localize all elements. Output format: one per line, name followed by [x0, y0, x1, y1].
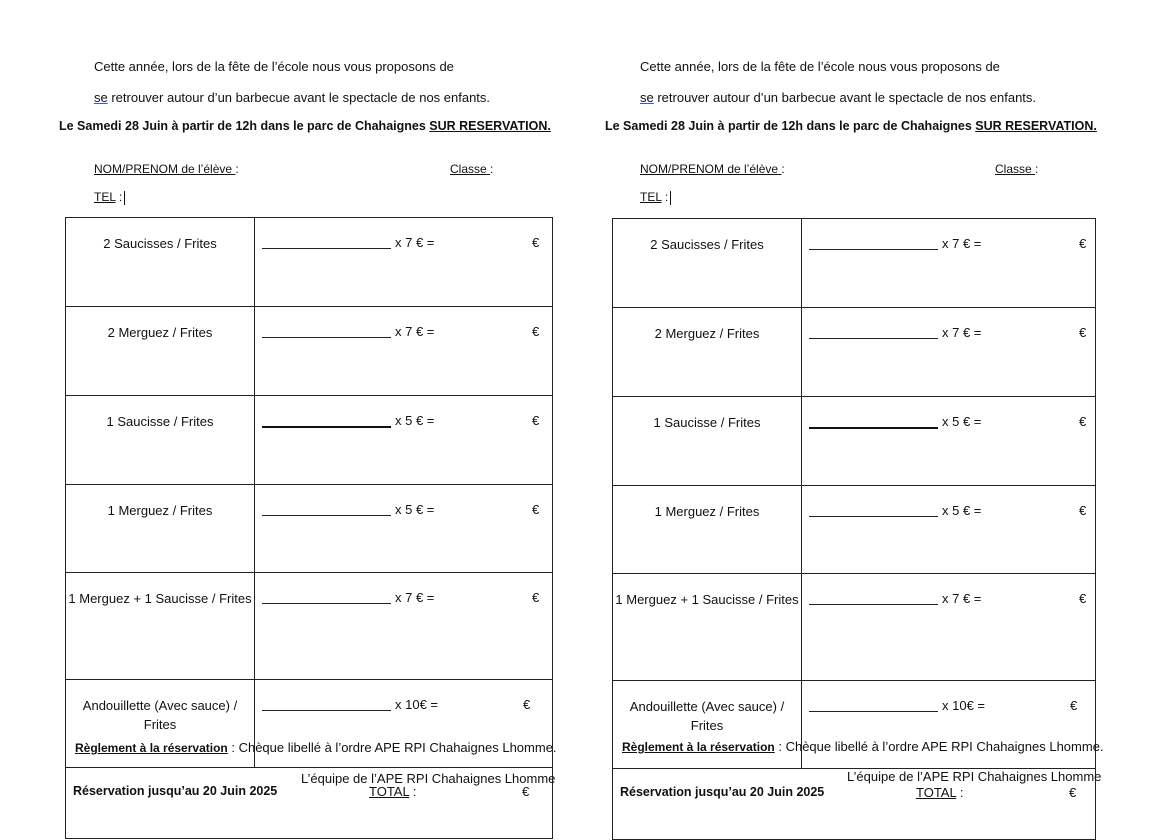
- reservation-required: SUR RESERVATION.: [975, 119, 1097, 133]
- class-colon: :: [1035, 162, 1039, 176]
- intro-line-2-rest: retrouver autour d’un barbecue avant le spectacle de nos enfants.: [107, 90, 491, 105]
- total-label: [369, 784, 416, 799]
- coupon-left: [0, 0, 560, 827]
- price-multiplier: x 7 € =: [942, 591, 982, 606]
- quantity-line[interactable]: [262, 337, 391, 338]
- quantity-cell[interactable]: [255, 573, 553, 680]
- quantity-cell[interactable]: [802, 308, 1096, 397]
- quantity-line[interactable]: [809, 604, 938, 605]
- euro-sign: €: [1079, 414, 1087, 429]
- total-colon: :: [409, 784, 417, 799]
- price-multiplier: x 5 € =: [942, 414, 982, 429]
- table-row: [613, 219, 1096, 308]
- intro-line-1: Cette année, lors de la fête de l’école nous vous proposons de: [94, 59, 454, 74]
- intro-line-1: Cette année, lors de la fête de l’école nous vous proposons de: [640, 59, 1000, 74]
- table-row: [613, 681, 1096, 769]
- student-name-field[interactable]: [94, 162, 239, 176]
- payment-terms-text: Chèque libellé à l’ordre APE RPI Chahaignes Lhomme.: [781, 739, 1104, 754]
- payment-terms: [622, 739, 1104, 754]
- quantity-line[interactable]: [809, 427, 938, 429]
- reservation-required: SUR RESERVATION.: [429, 119, 551, 133]
- quantity-line[interactable]: [809, 249, 938, 250]
- menu-item: 1 Merguez + 1 Saucisse / Frites: [613, 574, 802, 681]
- menu-item: 2 Merguez / Frites: [613, 308, 802, 397]
- table-row: [613, 574, 1096, 681]
- signature: L’équipe de l’APE RPI Chahaignes Lhomme: [301, 771, 556, 786]
- price-multiplier: x 5 € =: [942, 503, 982, 518]
- table-row: [613, 397, 1096, 486]
- payment-terms-label: Règlement à la réservation: [75, 741, 228, 755]
- menu-item: 2 Saucisses / Frites: [66, 218, 255, 307]
- table-row: [66, 218, 553, 307]
- quantity-line[interactable]: [262, 603, 391, 604]
- quantity-line[interactable]: [262, 515, 391, 516]
- euro-sign: €: [532, 413, 540, 428]
- text-cursor: [670, 191, 671, 205]
- total-word: TOTAL: [916, 785, 957, 800]
- table-row: [66, 485, 553, 573]
- event-date-text: Le Samedi 28 Juin à partir de 12h dans le parc de Chahaignes: [605, 119, 976, 133]
- phone-label: TEL: [640, 190, 662, 204]
- table-row: [66, 307, 553, 396]
- euro-sign: €: [1079, 503, 1087, 518]
- price-multiplier: x 10€ =: [942, 698, 986, 713]
- quantity-line[interactable]: [262, 710, 391, 711]
- payment-terms-colon: :: [774, 739, 782, 754]
- reservation-deadline: Réservation jusqu’au 20 Juin 2025: [620, 785, 825, 799]
- event-date: [605, 119, 1097, 133]
- intro-line-2: [94, 90, 490, 105]
- payment-terms: [75, 740, 557, 755]
- menu-item: 2 Merguez / Frites: [66, 307, 255, 396]
- menu-item: 1 Merguez / Frites: [66, 485, 255, 573]
- table-row: [613, 486, 1096, 574]
- student-name-label: NOM/PRENOM de l’élève: [640, 162, 779, 176]
- quantity-line[interactable]: [262, 426, 391, 428]
- euro-sign: €: [1079, 325, 1087, 340]
- price-multiplier: x 7 € =: [395, 324, 435, 339]
- phone-colon: :: [118, 190, 123, 204]
- table-row: [66, 396, 553, 485]
- class-field[interactable]: [450, 162, 493, 176]
- euro-sign: €: [532, 324, 540, 339]
- menu-item: 1 Merguez + 1 Saucisse / Frites: [66, 573, 255, 680]
- menu-item: Andouillette (Avec sauce) / Frites: [613, 681, 802, 769]
- total-euro-sign: €: [1069, 785, 1077, 800]
- coupon-right: [546, 0, 1106, 827]
- euro-sign: €: [1079, 236, 1087, 251]
- price-multiplier: x 7 € =: [395, 235, 435, 250]
- quantity-line[interactable]: [809, 338, 938, 339]
- intro-se: se: [640, 90, 654, 105]
- euro-sign: €: [523, 697, 531, 712]
- total-label: [916, 785, 963, 800]
- quantity-cell[interactable]: [255, 485, 553, 573]
- price-multiplier: x 7 € =: [942, 236, 982, 251]
- phone-field[interactable]: [94, 190, 125, 205]
- euro-sign: €: [532, 235, 540, 250]
- price-multiplier: x 7 € =: [942, 325, 982, 340]
- payment-terms-label: Règlement à la réservation: [622, 740, 775, 754]
- intro-se: se: [94, 90, 108, 105]
- quantity-cell[interactable]: [255, 396, 553, 485]
- menu-item: Andouillette (Avec sauce) / Frites: [66, 680, 255, 768]
- quantity-cell[interactable]: [802, 219, 1096, 308]
- euro-sign: €: [1079, 591, 1087, 606]
- phone-field[interactable]: [640, 190, 671, 205]
- menu-item: 1 Saucisse / Frites: [66, 396, 255, 485]
- intro-line-2-rest: retrouver autour d’un barbecue avant le spectacle de nos enfants.: [653, 90, 1037, 105]
- reservation-deadline: Réservation jusqu’au 20 Juin 2025: [73, 784, 278, 798]
- menu-item: 2 Saucisses / Frites: [613, 219, 802, 308]
- student-name-field[interactable]: [640, 162, 785, 176]
- payment-terms-colon: :: [227, 740, 235, 755]
- payment-terms-text: Chèque libellé à l’ordre APE RPI Chahaignes Lhomme.: [234, 740, 557, 755]
- class-label: Classe: [995, 162, 1032, 176]
- price-multiplier: x 5 € =: [395, 413, 435, 428]
- euro-sign: €: [1070, 698, 1078, 713]
- quantity-cell[interactable]: [802, 397, 1096, 486]
- quantity-line[interactable]: [809, 711, 938, 712]
- quantity-cell[interactable]: [255, 218, 553, 307]
- quantity-line[interactable]: [809, 516, 938, 517]
- text-cursor: [124, 191, 125, 205]
- menu-item: 1 Saucisse / Frites: [613, 397, 802, 486]
- table-row: [66, 573, 553, 680]
- table-row: [613, 308, 1096, 397]
- class-colon: :: [490, 162, 494, 176]
- price-multiplier: x 7 € =: [395, 590, 435, 605]
- event-date: [59, 119, 551, 133]
- menu-item: 1 Merguez / Frites: [613, 486, 802, 574]
- quantity-cell[interactable]: [255, 307, 553, 396]
- student-name-colon: :: [781, 162, 785, 176]
- quantity-line[interactable]: [262, 248, 391, 249]
- quantity-cell[interactable]: [802, 486, 1096, 574]
- phone-colon: :: [664, 190, 669, 204]
- class-label: Classe: [450, 162, 487, 176]
- intro-line-2: [640, 90, 1036, 105]
- euro-sign: €: [532, 590, 540, 605]
- event-date-text: Le Samedi 28 Juin à partir de 12h dans le parc de Chahaignes: [59, 119, 430, 133]
- total-word: TOTAL: [369, 784, 410, 799]
- quantity-cell[interactable]: [802, 574, 1096, 681]
- student-name-colon: :: [235, 162, 239, 176]
- price-multiplier: x 10€ =: [395, 697, 439, 712]
- signature: L’équipe de l’APE RPI Chahaignes Lhomme: [847, 769, 1102, 784]
- phone-label: TEL: [94, 190, 116, 204]
- student-name-label: NOM/PRENOM de l’élève: [94, 162, 233, 176]
- class-field[interactable]: [995, 162, 1038, 176]
- euro-sign: €: [532, 502, 540, 517]
- quantity-cell[interactable]: [802, 681, 1096, 769]
- total-euro-sign: €: [522, 784, 530, 799]
- total-colon: :: [956, 785, 964, 800]
- price-multiplier: x 5 € =: [395, 502, 435, 517]
